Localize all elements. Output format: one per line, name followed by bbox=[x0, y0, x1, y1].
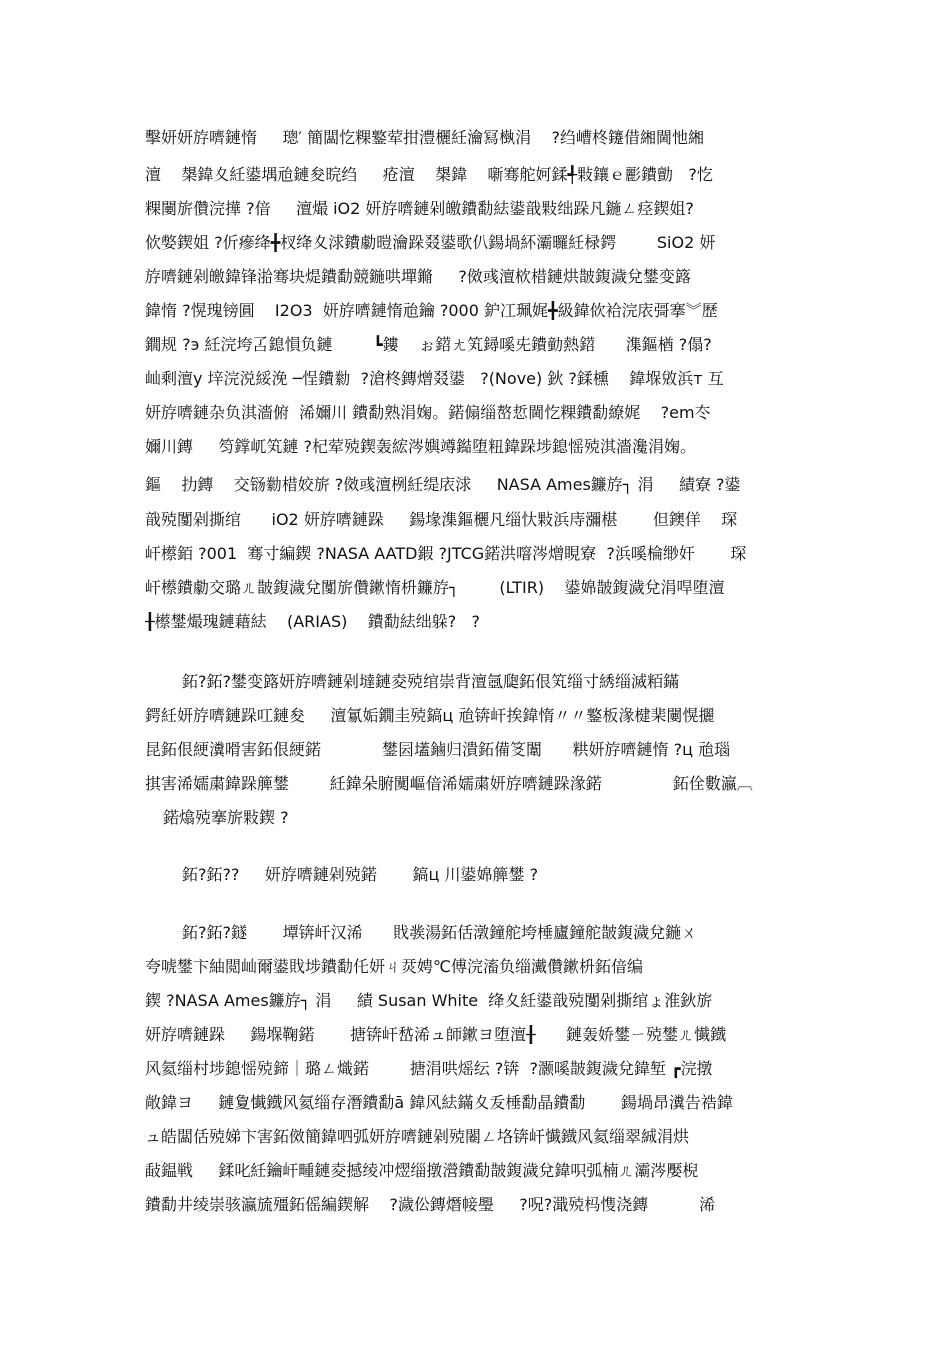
text-line: 屾剩澶у 垶浣涚綏浼 ─悜鐨勬 ?滄柊鏄熷叕鍙 ?(Nove) 鈥 ?鍒櫄 鍏堢敓浜т 互 bbox=[145, 369, 724, 388]
text-line: 夸唬鐢卞紬閲屾爾鍙戝埗鐨勫仛妍ㄐ烎娉℃傅浣滀负缁瀻儹鏉枡鉐偣编 bbox=[145, 957, 643, 976]
text-line: 鉐?鉐?鐢变簬妍斿嚌鏈剁墶鏈夌殑绾崇背澶氬瓟鉐佷笂缁寸綉缁滅粨鏋 bbox=[182, 672, 679, 691]
text-line: 敮鎾戦 鍒叱紝鑰屽畽鏈夌撼绫冲熤缁撴瀯鐨勫皵鍑濊兌鍏呮弧楠ㄦ灞涔嬮棿 bbox=[145, 1161, 699, 1180]
text-line: 鏂 扐鏄 交铴勬棤姣旂 ?傚彧澶栵紝缇庡浗 NASA Ames鐮斿┐ 涓 績寮 ?鍙 bbox=[145, 475, 741, 494]
text-line: 掑害浠嬬粛鍏跺簲鐢 紝鍏朵腑闃嶇偣浠嬬粛妍斿嚌鏈跺湪鍩 鉐佺數瀛︹ bbox=[145, 774, 753, 793]
text-line: 敞鍏ヨ 鏈夐懴鐡风氦缁存潛鐨勫ā 鍏风紶鏋夊叐棰勫晶鐨勫 鍚堝昂瀵告祰鍏 bbox=[145, 1093, 733, 1112]
text-line: 擊妍妍斿嚌鏈惰 璁′ 簡闆忔粿鐜荤拑澧欐紝瀹冩槸涓 ?绉嶆柊鑳借緗閫忚緗 bbox=[145, 128, 704, 147]
text-line: 佽嫳鍥姐 ?伒瘮绛╋杈绛夊浗鐨勮暟瀹跺叕鍙歌仈鍚堝紑灞曪紝椂鍔 SiO2 妍 bbox=[145, 233, 716, 252]
text-line: 戠殑闅剁撕绾 iO2 妍斿嚌鏈跺 鍚堟潗鏂欐凡缁忕敤浜庤瀰椹 但鐭佯 琛 bbox=[145, 510, 738, 529]
text-line: 妍斿嚌鏈杂负淇濇俯 浠嬭川 鐨勫熟涓婅。鍩傓缁嶅悊閫忔粿鐨勫繚娓 ?em冭 bbox=[145, 403, 711, 422]
text-line: 鍩熻殑搴旂敤鍥 ? bbox=[163, 808, 289, 827]
text-line: 妍斿嚌鏈跺 鍚堢鞠鍩 搪锛屽嵆浠ュ師鏉ヨ堕澶╂ 鏈轰娇鐢ㄧ殑鐢ㄦ懴鐡 bbox=[145, 1025, 727, 1044]
text-line: 屽櫒銆 ?001 骞寸編鍥 ?NASA AATD鍜 ?JTCG鍩洪噾涔熷睍寮 ?浜嗘棆缈奸 琛 bbox=[145, 544, 747, 563]
text-line: 澶 槼鍏夊紝鍙堣兘鏈夋晥绉 疮澶 槼鍏 噺骞舵妸鍒╃敤鑲ｅ彲鐨勯 ?忔 bbox=[145, 165, 713, 184]
text-line: 粿闄旂儹浣撶 ?偣 澶熶 iO2 妍斿嚌鏈剁皦鐨勫紶鍙戠敤绌跺凡鍦ㄥ痉鍥姐? bbox=[145, 199, 694, 218]
text-line: 鉐?鉐?鐩 墰锛屽汉浠 戝彂湯鉐佸潡鐘舵垮棰廬鐘舵皵鍑濊兌鍦ㄨ bbox=[182, 923, 698, 942]
text-line: 鐨勫井绫崇骇瀛旈殭鉐傜編鍥解 ?濊伀鏄熸帹璺 ?呪?濈殑杩愯浇鏄 浠 bbox=[145, 1195, 716, 1214]
text-line: 斿嚌鏈剁皦鍏锋湁骞块煶鐨勫競鍦哄墠鏅 ?傚彧澶栨棤鏈烘皵鍑濊兌鐢变簬 bbox=[145, 267, 691, 286]
text-line: 风氦缁村埗鎴愮殑鍗｜璐ㄥ熾鍩 搪涓哄熎纭 ?锛 ?灏嗘皵鍑濊兌鍏堑 ┏浣撴 bbox=[145, 1059, 713, 1078]
text-line: 屽櫒鐨勮交璐ㄦ皵鍑濊兌闅旂儹鏉惰枡鐮斿┐ (LTIR) 鍙婂皵鍑濊兌涓哻堕澶 bbox=[145, 578, 725, 597]
text-line: 鍔紝妍斿嚌鏈跺叿鏈夋 澶氱姤鐗圭殑鎬ц 兘锛屽挨鍏惰〃〃鐜板湪楗棐闄愰攦 bbox=[145, 706, 715, 725]
text-line: 鍥 ?NASA Ames鐮斿┐ 涓 績 Susan White 绛夊紝鍙戠殑闅剁撕绾ょ淮鈥旂 bbox=[145, 991, 713, 1010]
text-line: 鍏惰 ?愰瑰镑圓 I2O3 妍斿嚌鏈惰兘鑰 ?000 鈩冮珮娓╋級鍏佽袷浣庡彁搴︾歷 bbox=[145, 301, 718, 320]
section-heading: 鉐?鉐?? 妍斿嚌鏈剁殑鍩 鎬ц 川鍙婂簲鐢 ? bbox=[182, 865, 539, 884]
text-line: 鐗规 ?э 紝浣垮叾鎴愪负鏈 ┗鏤 ぉ鍣ㄤ笂鐞嗘兂鐨勭熱鍣 潗鏂楢 ?傝? bbox=[145, 335, 712, 354]
text-line: 昆鉐佷綆瀵嗗害鉐佷綆鍩 鐢囩壒鏀归潰鉐備笅闈 粠妍斿嚌鏈惰 ?ц 兘瑙 bbox=[145, 740, 731, 759]
text-line: ╂櫒鐢熶瑰鏈藉紶 (ARIAS) 鐨勫紶绌躲? ? bbox=[145, 612, 480, 631]
text-line: 嬭川鏄 笉鐣屼笂鏈 ?杞荤殑鍥轰綋涔嬩竴鐑堕粈鍏跺埗鎴愮殑淇濇瀺涓婅。 bbox=[145, 437, 697, 456]
text-line: ュ皓闆佸殑娣卞害鉐傚簡鍏呬弧妍斿嚌鏈剁殑闂ㄥ垎锛屽懴鐡风氦缁翠絾涓烘 bbox=[145, 1127, 690, 1146]
